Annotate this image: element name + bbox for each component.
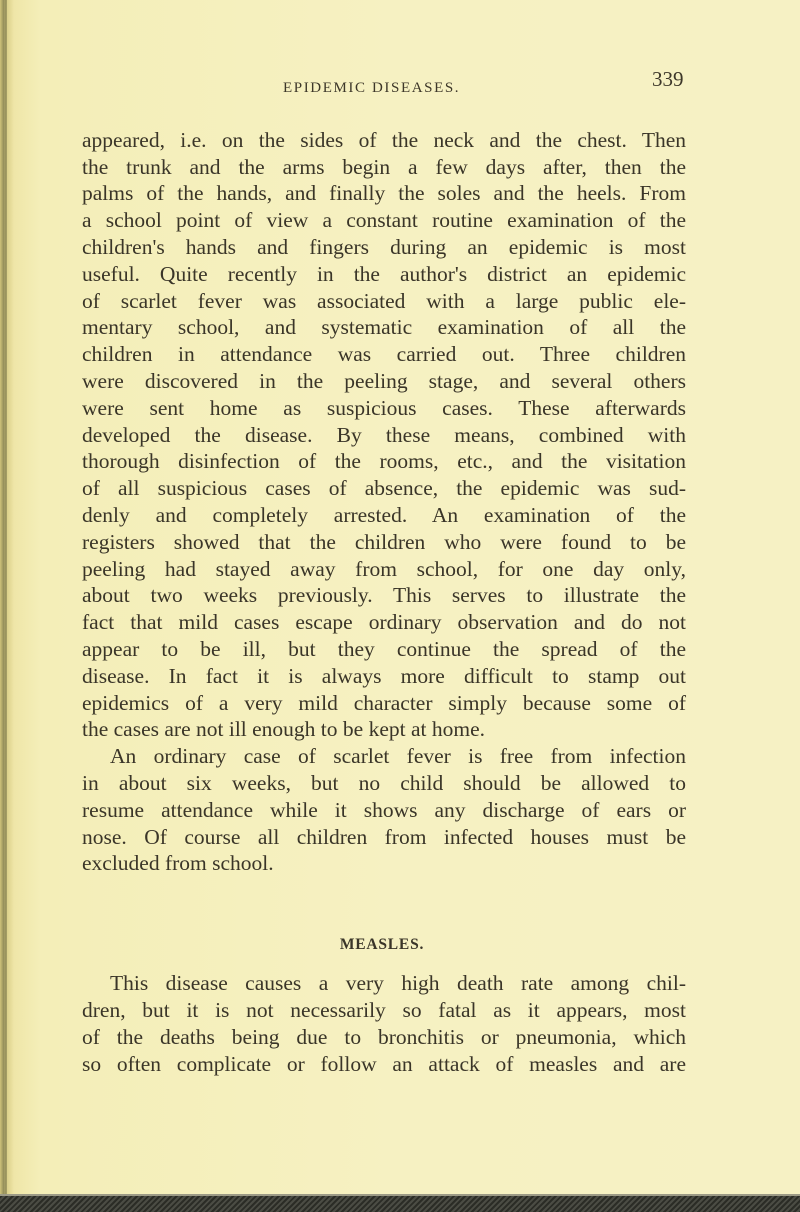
text-line: appear to be ill, but they continue the spread of the [82,637,686,661]
text-line: in about six weeks, but no child should be allowed to [82,771,686,795]
text-line: children in attendance was carried out. Three children [82,342,686,366]
binding-edge [5,0,7,1196]
text-line: thorough disinfection of the rooms, etc., and the visitation [82,449,686,473]
scan-background-band [0,1196,800,1212]
text-line: excluded from school. [82,851,274,875]
running-head: EPIDEMIC DISEASES. [283,80,461,96]
text-line: so often complicate or follow an attack of measles and are [82,1052,686,1076]
text-line: resume attendance while it shows any discharge of ears or [82,798,686,822]
text-line: registers showed that the children who were found to be [82,530,686,554]
section-heading-text: MEASLES. [339,936,425,953]
text-line: mentary school, and systematic examination of all the [82,315,686,339]
text-line: developed the disease. By these means, combined with [82,423,686,447]
text-line: children's hands and fingers during an epidemic is most [82,235,686,259]
text-line: were discovered in the peeling stage, and several others [82,369,686,393]
text-line: dren, but it is not necessarily so fatal as it appears, most [82,998,686,1022]
text-line: fact that mild cases escape ordinary observation and do not [82,610,686,634]
text-line: a school point of view a constant routine examination of the [82,208,686,232]
text-line: of the deaths being due to bronchitis or pneumonia, which [82,1025,686,1049]
text-line: palms of the hands, and finally the soles and the heels. From [82,181,686,205]
text-line: epidemics of a very mild character simply because some of [82,691,686,715]
text-line: the trunk and the arms begin a few days after, then the [82,155,686,179]
page-number: 339 [652,67,684,91]
text-line: An ordinary case of scarlet fever is free from infection [110,744,686,768]
text-line: of scarlet fever was associated with a large public ele- [82,289,686,313]
text-line: peeling had stayed away from school, for one day only, [82,557,686,581]
text-line: This disease causes a very high death rate among chil- [110,971,686,995]
text-line: of all suspicious cases of absence, the epidemic was sud- [82,476,686,500]
section-heading-measles [0,936,800,954]
text-line: disease. In fact it is always more difficult to stamp out [82,664,686,688]
text-line: denly and completely arrested. An examination of the [82,503,686,527]
text-line: useful. Quite recently in the author's district an epidemic [82,262,686,286]
text-line: were sent home as suspicious cases. These afterwards [82,396,686,420]
text-line: the cases are not ill enough to be kept at home. [82,717,485,741]
text-line: nose. Of course all children from infected houses must be [82,825,686,849]
text-line: about two weeks previously. This serves to illustrate the [82,583,686,607]
text-line: appeared, i.e. on the sides of the neck and the chest. Then [82,128,686,152]
